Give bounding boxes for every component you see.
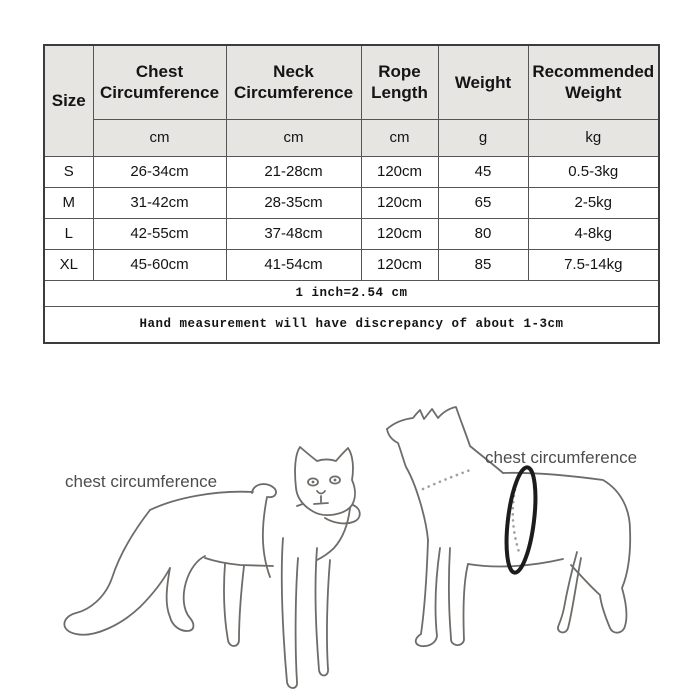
weight-cell: 85 xyxy=(438,249,528,280)
chest-cell: 42-55cm xyxy=(93,218,226,249)
size-cell: XL xyxy=(44,249,93,280)
dog-drawing-svg xyxy=(368,388,688,698)
cat-head xyxy=(295,447,355,515)
dog-chest-dotted-line xyxy=(513,490,519,552)
unit-chest: cm xyxy=(93,119,226,156)
unit-weight: g xyxy=(438,119,528,156)
note-row-conversion xyxy=(44,280,659,306)
dog-belly-line xyxy=(468,559,563,566)
recommended-cell: 7.5-14kg xyxy=(528,249,659,280)
weight-cell: 65 xyxy=(438,187,528,218)
column-header-weight: Weight xyxy=(438,45,528,119)
recommended-cell: 0.5-3kg xyxy=(528,156,659,187)
inch-conversion-note: 1 inch=2.54 cm xyxy=(44,280,659,306)
rope-cell: 120cm xyxy=(361,249,438,280)
table-row-l xyxy=(44,218,659,249)
dog-back-and-rear-leg xyxy=(503,473,630,633)
size-cell: L xyxy=(44,218,93,249)
column-header-rope-length: Rope Length xyxy=(361,45,438,119)
cat-front-leg-near xyxy=(282,538,298,688)
cat-hip-and-tail xyxy=(64,510,170,635)
measurement-disclaimer-note: Hand measurement will have discrepancy of about 1-3cm xyxy=(44,306,659,343)
rope-cell: 120cm xyxy=(361,187,438,218)
rope-cell: 120cm xyxy=(361,156,438,187)
cat-belly-line xyxy=(205,558,273,566)
rope-cell: 120cm xyxy=(361,218,438,249)
dog-front-leg-far xyxy=(449,548,468,645)
column-header-chest-circumference: Chest Circumference xyxy=(93,45,226,119)
dog-jaw-chest-front xyxy=(387,429,428,540)
cat-pupil-right-icon xyxy=(334,479,337,482)
cat-far-rear-leg xyxy=(224,564,244,646)
cat-chest-label: chest circumference xyxy=(65,472,218,491)
neck-cell: 37-48cm xyxy=(226,218,361,249)
recommended-cell: 4-8kg xyxy=(528,218,659,249)
dog-front-leg-near xyxy=(416,540,440,646)
cat-harness-loop xyxy=(252,484,276,497)
cat-shoulder-outline xyxy=(317,508,350,560)
dog-illustration xyxy=(368,388,688,698)
dog-chest-label: chest circumference xyxy=(485,448,638,467)
weight-cell: 45 xyxy=(438,156,528,187)
neck-cell: 28-35cm xyxy=(226,187,361,218)
unit-recommended: kg xyxy=(528,119,659,156)
unit-rope: cm xyxy=(361,119,438,156)
cat-drawing-svg xyxy=(55,398,370,700)
dog-chest-ellipse xyxy=(502,466,541,574)
size-cell: S xyxy=(44,156,93,187)
table-row-s xyxy=(44,156,659,187)
cat-front-leg-far xyxy=(316,548,330,676)
dog-neck-dotted-line xyxy=(423,469,473,489)
weight-cell: 80 xyxy=(438,218,528,249)
neck-cell: 21-28cm xyxy=(226,156,361,187)
chest-cell: 45-60cm xyxy=(93,249,226,280)
neck-cell: 41-54cm xyxy=(226,249,361,280)
column-header-recommended-weight: Recommended Weight xyxy=(528,45,659,119)
unit-neck: cm xyxy=(226,119,361,156)
size-chart-table xyxy=(43,44,660,344)
cat-illustration xyxy=(55,398,370,700)
table-row-xl xyxy=(44,249,659,280)
size-cell: M xyxy=(44,187,93,218)
table-units-row xyxy=(44,119,659,156)
table-header-row xyxy=(44,45,659,119)
recommended-cell: 2-5kg xyxy=(528,187,659,218)
chest-cell: 31-42cm xyxy=(93,187,226,218)
cat-back-line xyxy=(150,492,253,510)
table-row-m xyxy=(44,187,659,218)
cat-rear-leg xyxy=(167,556,205,631)
column-header-neck-circumference: Neck Circumference xyxy=(226,45,361,119)
note-row-disclaimer xyxy=(44,306,659,343)
dog-far-rear-leg xyxy=(558,552,581,632)
cat-pupil-left-icon xyxy=(312,481,315,484)
chest-cell: 26-34cm xyxy=(93,156,226,187)
column-header-size: Size xyxy=(44,45,93,156)
